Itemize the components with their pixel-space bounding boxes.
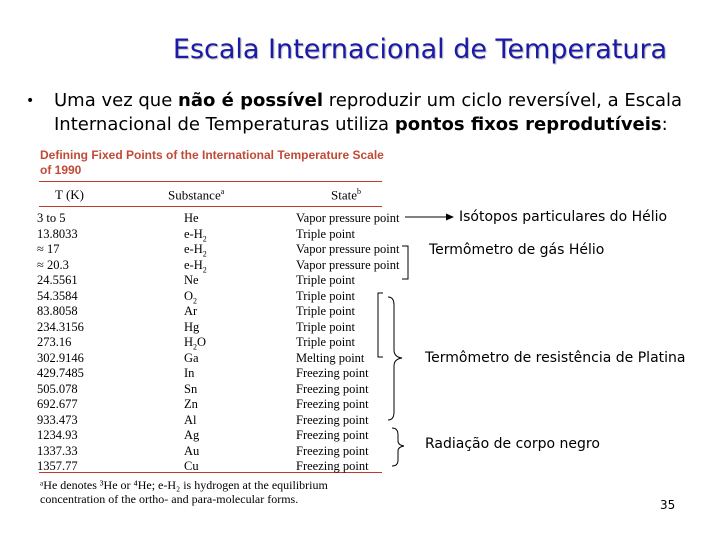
substance-cell: Ga: [184, 350, 199, 365]
substance-cell: In: [184, 366, 195, 380]
substance-cell: $H_2O$: [184, 335, 207, 352]
platinum-left-bracket: [378, 293, 383, 357]
blackbody-brace: [392, 428, 404, 466]
header-temperature: T (K): [55, 187, 85, 202]
state-cell: Freezing point: [296, 366, 369, 380]
temperature-cell: 692.677: [37, 397, 78, 411]
temperature-cell: 302.9146: [37, 350, 84, 365]
substance-cell: $e-H_2$: [184, 226, 207, 243]
temperature-cell: 234.3156: [37, 319, 84, 334]
state-cell: Triple point: [296, 288, 355, 303]
temperature-cell: ≈ 17: [37, 242, 60, 256]
substance-cell: Ar: [184, 304, 198, 318]
state-cell: Triple point: [296, 226, 355, 241]
substance-cell: Au: [184, 443, 200, 458]
state-cell: Freezing point: [296, 381, 369, 396]
bullet-part-3: :: [661, 114, 668, 135]
state-cell: Melting point: [296, 350, 365, 365]
gas-bracket: [402, 246, 408, 279]
temperature-cell: 83.8058: [37, 304, 78, 318]
state-cell: Triple point: [296, 335, 355, 349]
temperature-cell: 1357.77: [37, 459, 78, 473]
state-cell: Freezing point: [296, 443, 369, 458]
temperature-cell: 273.16: [37, 335, 72, 349]
slide-title: Escala Internacional de Temperatura: [172, 34, 668, 65]
bullet-dot: •: [26, 93, 35, 109]
substance-cell: Zn: [184, 397, 198, 411]
state-cell: Freezing point: [296, 459, 369, 473]
annotation-platinum: Termômetro de resistência de Platina: [425, 350, 686, 366]
isotope-arrow-head: [446, 214, 454, 221]
state-cell: Vapor pressure point: [296, 257, 400, 272]
state-cell: Freezing point: [296, 397, 369, 411]
header-substance: Substance$^a$: [168, 187, 225, 203]
temperature-cell: 1337.33: [37, 443, 78, 458]
temperature-cell: 1234.93: [37, 428, 78, 442]
temperature-cell: 13.8033: [37, 226, 78, 241]
temperature-cell: 505.078: [37, 381, 78, 396]
bullet-part-2: reproduzir um ciclo reversível, a Escala Internacional de Temperaturas utiliza: [54, 90, 683, 135]
temperature-cell: 24.5561: [37, 273, 78, 287]
temperature-cell: 3 to 5: [37, 211, 66, 225]
substance-cell: He: [184, 211, 199, 225]
temperature-cell: 429.7485: [37, 366, 84, 380]
bullet-part-1: Uma vez que: [54, 90, 178, 111]
substance-cell: Ne: [184, 273, 199, 287]
annotation-blackbody: Radiação de corpo negro: [425, 436, 600, 452]
table-title: Defining Fixed Points of the International Temperature Scale of 1990: [40, 148, 384, 177]
temperature-cell: ≈ 20.3: [37, 257, 69, 272]
state-cell: Triple point: [296, 319, 355, 334]
substance-cell: Al: [184, 412, 197, 427]
state-cell: Freezing point: [296, 412, 369, 427]
header-state: State$^b$: [331, 187, 361, 203]
state-cell: Vapor pressure point: [296, 242, 400, 256]
annotation-isotopes: Isótopos particulares do Hélio: [459, 209, 668, 225]
substance-cell: Hg: [184, 319, 200, 334]
bullet-bold-1: não é possível: [178, 90, 324, 111]
substance-cell: $e-H_2$: [184, 242, 207, 259]
temperature-cell: 54.3584: [37, 288, 78, 303]
substance-cell: $e-H_2$: [184, 257, 207, 274]
annotation-gas-thermometer: Termômetro de gás Hélio: [429, 242, 605, 258]
state-cell: Freezing point: [296, 428, 369, 442]
temperature-cell: 933.473: [37, 412, 78, 427]
bullet-bold-2: pontos fixos reprodutíveis: [394, 114, 662, 135]
table-footnote: ᵃHe denotes ³He or ⁴He; e-H₂ is hydrogen at the equilibrium concentration of the ortho- and para-molecular forms.: [40, 478, 328, 506]
substance-cell: $O_2$: [184, 288, 198, 305]
state-cell: Triple point: [296, 304, 355, 318]
substance-cell: Cu: [184, 459, 199, 473]
state-cell: Triple point: [296, 273, 355, 287]
page-number: 35: [660, 498, 676, 512]
state-cell: Vapor pressure point: [296, 211, 400, 225]
substance-cell: Sn: [184, 381, 198, 396]
platinum-brace: [388, 297, 402, 420]
substance-cell: Ag: [184, 428, 200, 442]
